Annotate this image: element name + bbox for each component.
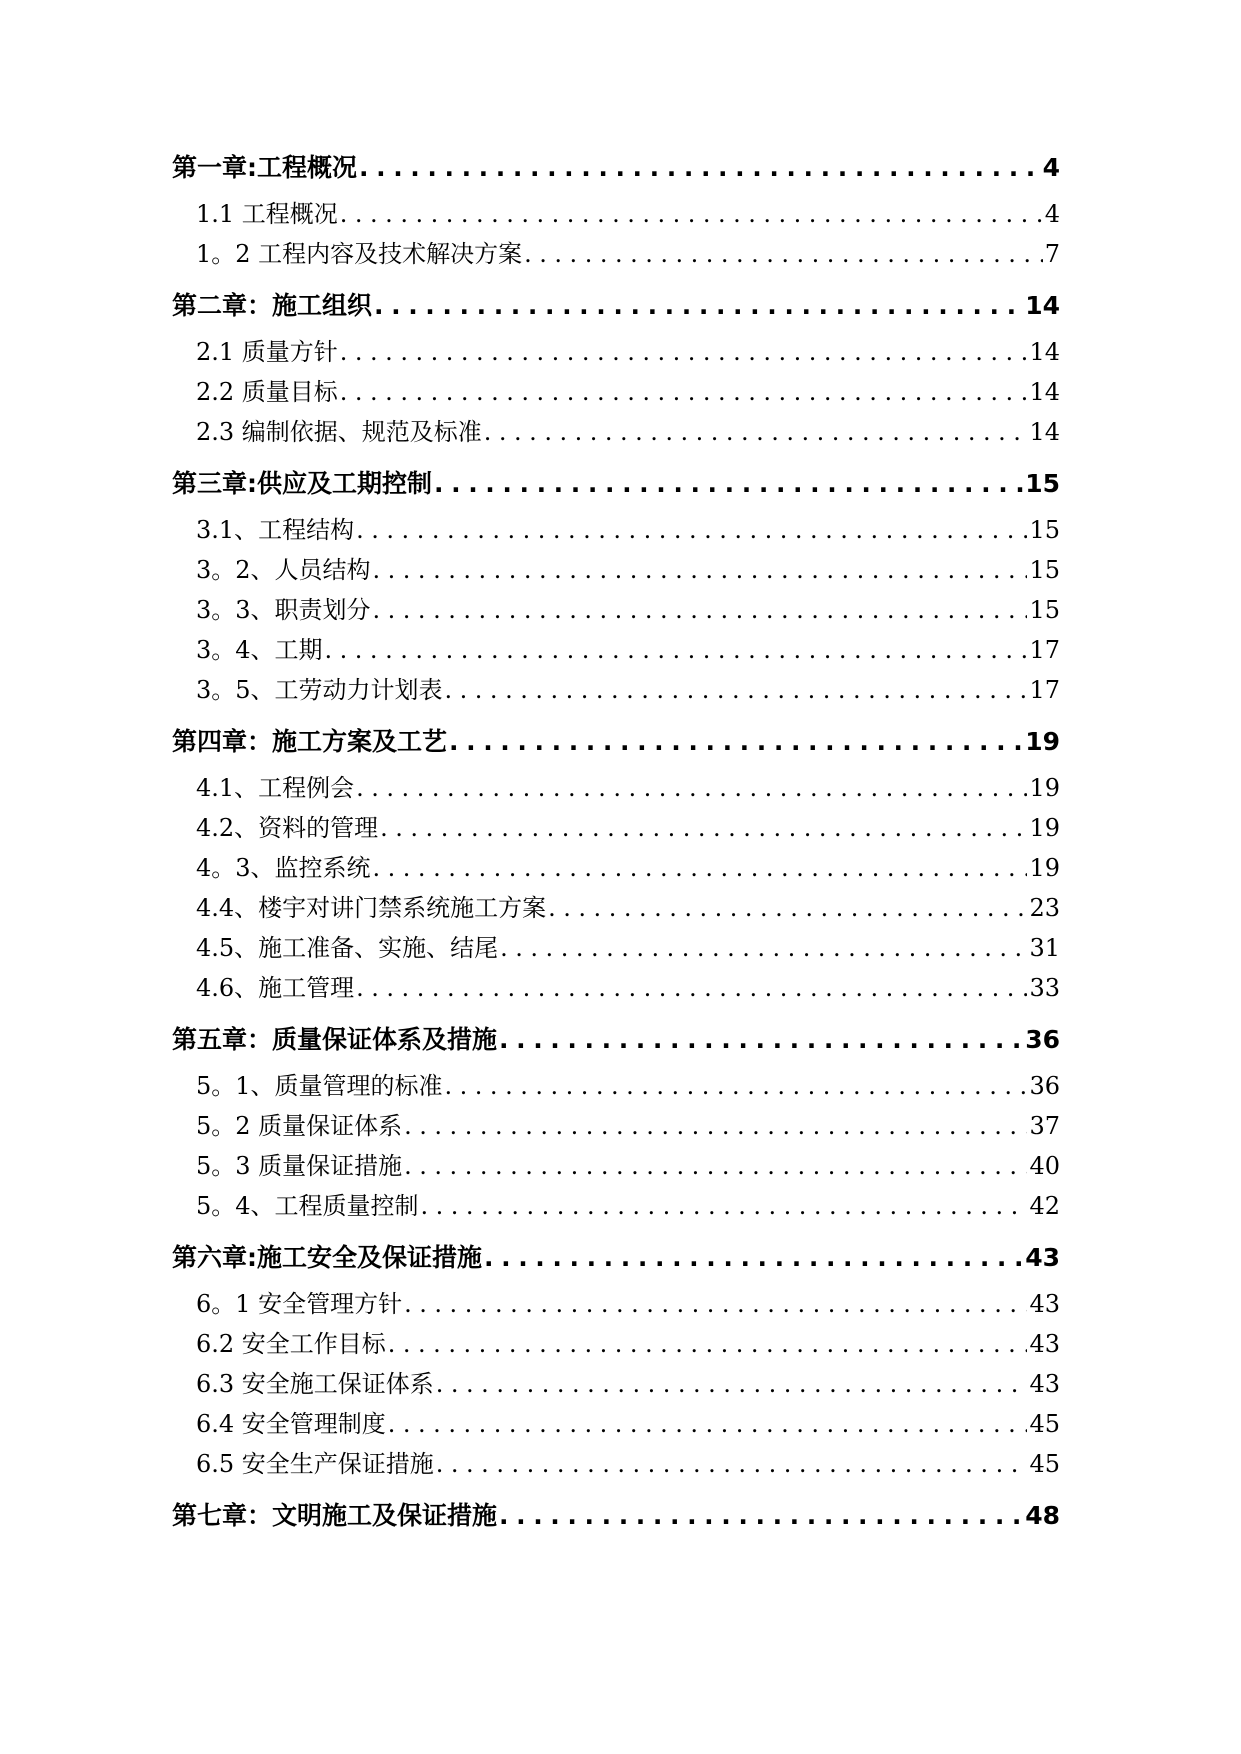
toc-dot-leader (388, 1404, 1028, 1444)
toc-entry-title: 3。3、职责划分 (196, 596, 371, 624)
toc-chapter-entry[interactable] (172, 148, 1060, 188)
toc-entry-page-number: 33 (1029, 974, 1060, 1002)
toc-entry-title: 2.3 编制依据、规范及标准 (196, 418, 482, 446)
toc-dot-leader (404, 1284, 1027, 1324)
toc-dot-leader (404, 1106, 1027, 1146)
toc-dot-leader (373, 848, 1028, 888)
toc-entry-page-number: 37 (1029, 1112, 1060, 1140)
toc-section-entry[interactable] (172, 412, 1060, 452)
toc-dot-leader (340, 194, 1043, 234)
toc-entry-page-number: 45 (1029, 1410, 1060, 1438)
toc-section-entry[interactable] (172, 590, 1060, 630)
toc-section-entry[interactable] (172, 1404, 1060, 1444)
toc-dot-leader (445, 1066, 1028, 1106)
toc-dot-leader (340, 372, 1028, 412)
toc-dot-leader (484, 412, 1028, 452)
toc-section-entry[interactable] (172, 1444, 1060, 1484)
toc-entry-page-number: 15 (1025, 469, 1060, 498)
toc-entry-title: 6.4 安全管理制度 (196, 1410, 386, 1438)
toc-section-entry[interactable] (172, 968, 1060, 1008)
toc-section-entry[interactable] (172, 194, 1060, 234)
toc-entry-page-number: 19 (1025, 727, 1060, 756)
table-of-contents (172, 148, 1060, 1542)
toc-entry-title: 2.2 质量目标 (196, 378, 338, 406)
toc-entry-title: 6。1 安全管理方针 (196, 1290, 403, 1318)
toc-section-entry[interactable] (172, 768, 1060, 808)
toc-entry-title: 4。3、监控系统 (196, 854, 371, 882)
toc-section-entry[interactable] (172, 848, 1060, 888)
toc-dot-leader (445, 670, 1028, 710)
toc-entry-page-number: 31 (1029, 934, 1060, 962)
toc-entry-title: 2.1 质量方针 (196, 338, 338, 366)
toc-entry-page-number: 40 (1029, 1152, 1060, 1180)
toc-entry-title: 5。4、工程质量控制 (196, 1192, 419, 1220)
toc-section-entry[interactable] (172, 630, 1060, 670)
toc-entry-page-number: 15 (1029, 556, 1060, 584)
toc-entry-title: 第五章：质量保证体系及措施 (172, 1025, 498, 1054)
toc-entry-page-number: 4 (1042, 153, 1060, 182)
toc-dot-leader (325, 630, 1028, 670)
toc-dot-leader (484, 1238, 1023, 1278)
toc-entry-page-number: 23 (1029, 894, 1060, 922)
toc-entry-title: 3。5、工劳动力计划表 (196, 676, 443, 704)
toc-chapter-entry[interactable] (172, 722, 1060, 762)
toc-chapter-entry[interactable] (172, 1238, 1060, 1278)
toc-section-entry[interactable] (172, 1106, 1060, 1146)
toc-entry-page-number: 45 (1029, 1450, 1060, 1478)
toc-entry-title: 6.2 安全工作目标 (196, 1330, 386, 1358)
toc-entry-page-number: 14 (1025, 291, 1060, 320)
toc-entry-title: 5。1、质量管理的标准 (196, 1072, 443, 1100)
toc-dot-leader (340, 332, 1028, 372)
toc-entry-title: 第二章：施工组织 (172, 291, 373, 320)
toc-section-entry[interactable] (172, 1186, 1060, 1226)
toc-dot-leader (499, 1496, 1023, 1536)
toc-dot-leader (500, 928, 1027, 968)
toc-dot-leader (356, 768, 1027, 808)
toc-section-entry[interactable] (172, 670, 1060, 710)
toc-dot-leader (380, 808, 1027, 848)
toc-dot-leader (499, 1020, 1023, 1060)
toc-chapter-entry[interactable] (172, 464, 1060, 504)
toc-dot-leader (436, 1364, 1028, 1404)
toc-section-entry[interactable] (172, 332, 1060, 372)
toc-section-entry[interactable] (172, 1364, 1060, 1404)
toc-entry-title: 4.4、楼宇对讲门禁系统施工方案 (196, 894, 547, 922)
toc-section-entry[interactable] (172, 372, 1060, 412)
toc-dot-leader (548, 888, 1027, 928)
toc-entry-page-number: 15 (1029, 596, 1060, 624)
toc-entry-title: 4.6、施工管理 (196, 974, 355, 1002)
toc-entry-page-number: 43 (1029, 1290, 1060, 1318)
toc-section-entry[interactable] (172, 808, 1060, 848)
toc-dot-leader (434, 464, 1023, 504)
toc-entry-page-number: 4 (1044, 200, 1060, 228)
toc-section-entry[interactable] (172, 888, 1060, 928)
toc-section-entry[interactable] (172, 510, 1060, 550)
toc-entry-title: 3。4、工期 (196, 636, 323, 664)
toc-entry-page-number: 19 (1029, 854, 1060, 882)
toc-dot-leader (373, 590, 1028, 630)
toc-section-entry[interactable] (172, 1146, 1060, 1186)
toc-section-entry[interactable] (172, 1284, 1060, 1324)
toc-entry-page-number: 14 (1029, 378, 1060, 406)
toc-entry-title: 4.5、施工准备、实施、结尾 (196, 934, 499, 962)
toc-entry-page-number: 17 (1029, 636, 1060, 664)
toc-entry-page-number: 14 (1029, 418, 1060, 446)
toc-entry-title: 5。2 质量保证体系 (196, 1112, 403, 1140)
toc-entry-page-number: 19 (1029, 814, 1060, 842)
toc-entry-title: 6.3 安全施工保证体系 (196, 1370, 434, 1398)
toc-entry-page-number: 36 (1025, 1025, 1060, 1054)
toc-entry-page-number: 17 (1029, 676, 1060, 704)
toc-dot-leader (356, 968, 1027, 1008)
toc-entry-title: 3.1、工程结构 (196, 516, 355, 544)
toc-entry-page-number: 36 (1029, 1072, 1060, 1100)
toc-entry-title: 6.5 安全生产保证措施 (196, 1450, 434, 1478)
toc-entry-page-number: 43 (1029, 1370, 1060, 1398)
toc-section-entry[interactable] (172, 550, 1060, 590)
toc-entry-title: 5。3 质量保证措施 (196, 1152, 403, 1180)
toc-entry-title: 4.2、资料的管理 (196, 814, 379, 842)
toc-section-entry[interactable] (172, 234, 1060, 274)
toc-entry-page-number: 14 (1029, 338, 1060, 366)
toc-entry-page-number: 19 (1029, 774, 1060, 802)
toc-dot-leader (421, 1186, 1028, 1226)
toc-chapter-entry[interactable] (172, 286, 1060, 326)
toc-entry-title: 第七章：文明施工及保证措施 (172, 1501, 498, 1530)
toc-entry-title: 4.1、工程例会 (196, 774, 355, 802)
toc-entry-title: 1。2 工程内容及技术解决方案 (196, 240, 523, 268)
toc-dot-leader (373, 550, 1028, 590)
toc-dot-leader (449, 722, 1023, 762)
toc-entry-title: 第六章:施工安全及保证措施 (172, 1243, 482, 1272)
toc-dot-leader (356, 510, 1027, 550)
toc-section-entry[interactable] (172, 928, 1060, 968)
toc-entry-title: 第一章:工程概况 (172, 153, 357, 182)
toc-entry-page-number: 48 (1025, 1501, 1060, 1530)
toc-dot-leader (524, 234, 1043, 274)
toc-entry-page-number: 42 (1029, 1192, 1060, 1220)
toc-entry-title: 3。2、人员结构 (196, 556, 371, 584)
toc-entry-title: 第四章：施工方案及工艺 (172, 727, 448, 756)
toc-entry-page-number: 7 (1044, 240, 1060, 268)
toc-entry-title: 1.1 工程概况 (196, 200, 338, 228)
toc-dot-leader (404, 1146, 1027, 1186)
toc-dot-leader (388, 1324, 1028, 1364)
toc-entry-title: 第三章:供应及工期控制 (172, 469, 432, 498)
toc-chapter-entry[interactable] (172, 1496, 1060, 1536)
toc-entry-page-number: 15 (1029, 516, 1060, 544)
toc-entry-page-number: 43 (1025, 1243, 1060, 1272)
toc-dot-leader (374, 286, 1023, 326)
toc-dot-leader (359, 148, 1041, 188)
toc-section-entry[interactable] (172, 1324, 1060, 1364)
toc-section-entry[interactable] (172, 1066, 1060, 1106)
toc-chapter-entry[interactable] (172, 1020, 1060, 1060)
toc-entry-page-number: 43 (1029, 1330, 1060, 1358)
toc-dot-leader (436, 1444, 1028, 1484)
